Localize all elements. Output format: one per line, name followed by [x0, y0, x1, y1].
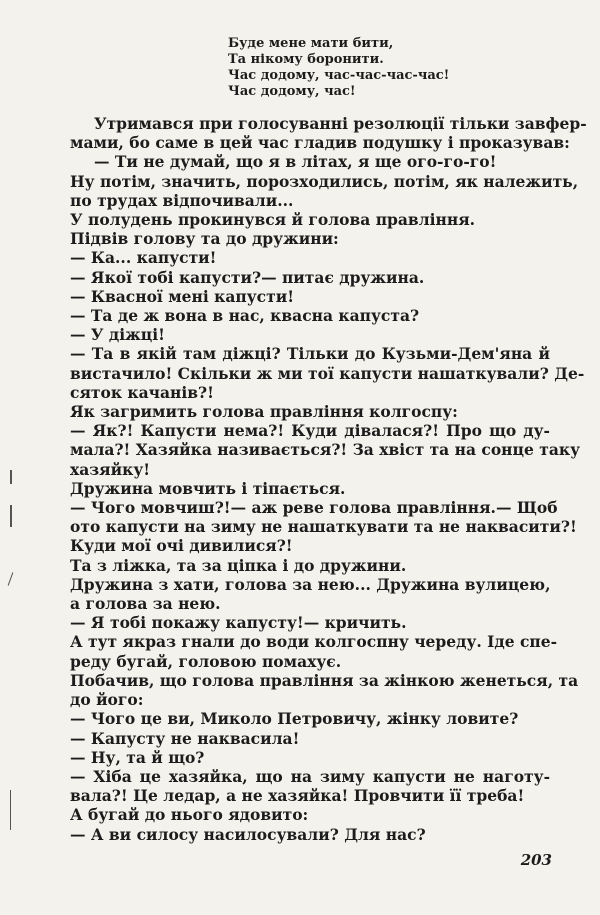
text-line: — Якої тобі капусти?— питає дружина.	[70, 267, 425, 287]
text-line: — Капусту не наквасила!	[70, 728, 300, 748]
text-line: — Я тобі покажу капусту!— кричить.	[70, 613, 407, 633]
body-text	[70, 114, 587, 844]
text-line: — Та де ж вона в нас, квасна капуста?	[70, 306, 420, 326]
text-line: — Ка... капусти!	[70, 248, 217, 268]
text-line: Як загримить голова правління колгоспу:	[70, 402, 458, 422]
text-line: Утримався при голосуванні резолюції тільки завфер-	[94, 114, 587, 133]
text-line: — А ви силосу насилосували? Для нас?	[70, 824, 426, 844]
verse-line: Час додому, час!	[228, 84, 356, 99]
text-line: Куди мої очі дивилися?!	[70, 536, 293, 556]
text-line: У полудень прокинувся й голова правління.	[70, 210, 476, 230]
text-line: реду бугай, головою помахує.	[70, 651, 342, 671]
text-line: мами, бо саме в цей час гладив подушку і проказував:	[70, 133, 570, 153]
verse-line: Та нікому боронити.	[228, 52, 384, 67]
page-number: 203	[520, 851, 552, 869]
text-line: — У діжці!	[70, 325, 165, 345]
text-line: А бугай до нього ядовито:	[70, 805, 309, 825]
verse-line: Буде мене мати бити,	[228, 36, 394, 51]
text-line: — Хіба це хазяйка, що на зиму капусти не наготу-	[70, 766, 550, 786]
text-line: — Чого це ви, Миколо Петровичу, жінку ловите?	[70, 709, 519, 729]
text-line: — Чого мовчиш?!— аж реве голова правління.— Щоб	[70, 498, 558, 518]
text-line: мала?! Хазяйка називається?! За хвіст та на сонце таку	[70, 440, 581, 460]
text-line: ото капусти на зиму не нашаткувати та не наквасити?!	[70, 517, 577, 537]
text-line: Дружина мовчить і тіпається.	[70, 478, 346, 498]
text-line: Підвів голову та до дружини:	[70, 229, 339, 249]
text-line: вала?! Це ледар, а не хазяйка! Провчити її треба!	[70, 786, 525, 806]
text-line: — Квасної мені капусти!	[70, 286, 295, 306]
text-line: Та з ліжка, та за ціпка і до дружини.	[70, 555, 407, 575]
text-line: хазяйку!	[70, 459, 151, 479]
text-line: Побачив, що голова правління за жінкою женеться, та	[70, 670, 579, 690]
margin-mark	[10, 470, 12, 484]
text-line: — Та в якій там діжці? Тільки до Кузьми-Дем'яна й	[70, 344, 550, 364]
margin-mark	[8, 572, 14, 585]
text-line: сяток качанів?!	[70, 382, 214, 402]
text-line: по трудах відпочивали...	[70, 190, 294, 210]
verse-line: Час додому, час-час-час-час!	[228, 68, 450, 83]
text-line: А тут якраз гнали до води колгоспну череду. Іде спе-	[70, 632, 558, 652]
margin-mark	[10, 505, 12, 527]
margin-mark	[10, 790, 11, 830]
text-line: Ну потім, значить, порозходились, потім, як належить,	[70, 171, 579, 191]
text-line: до його:	[70, 690, 144, 710]
verse-block	[228, 36, 449, 100]
text-line: вистачило! Скільки ж ми тої капусти нашаткували? Де-	[70, 363, 585, 383]
text-line: — Ти не думай, що я в літах, я ще ого-го-го!	[94, 152, 497, 172]
text-line: Дружина з хати, голова за нею... Дружина вулицею,	[70, 574, 551, 594]
text-line: а голова за нею.	[70, 594, 221, 614]
text-line: — Ну, та й що?	[70, 747, 205, 767]
text-line: — Як?! Капусти нема?! Куди дівалася?! Про що ду-	[70, 421, 550, 441]
